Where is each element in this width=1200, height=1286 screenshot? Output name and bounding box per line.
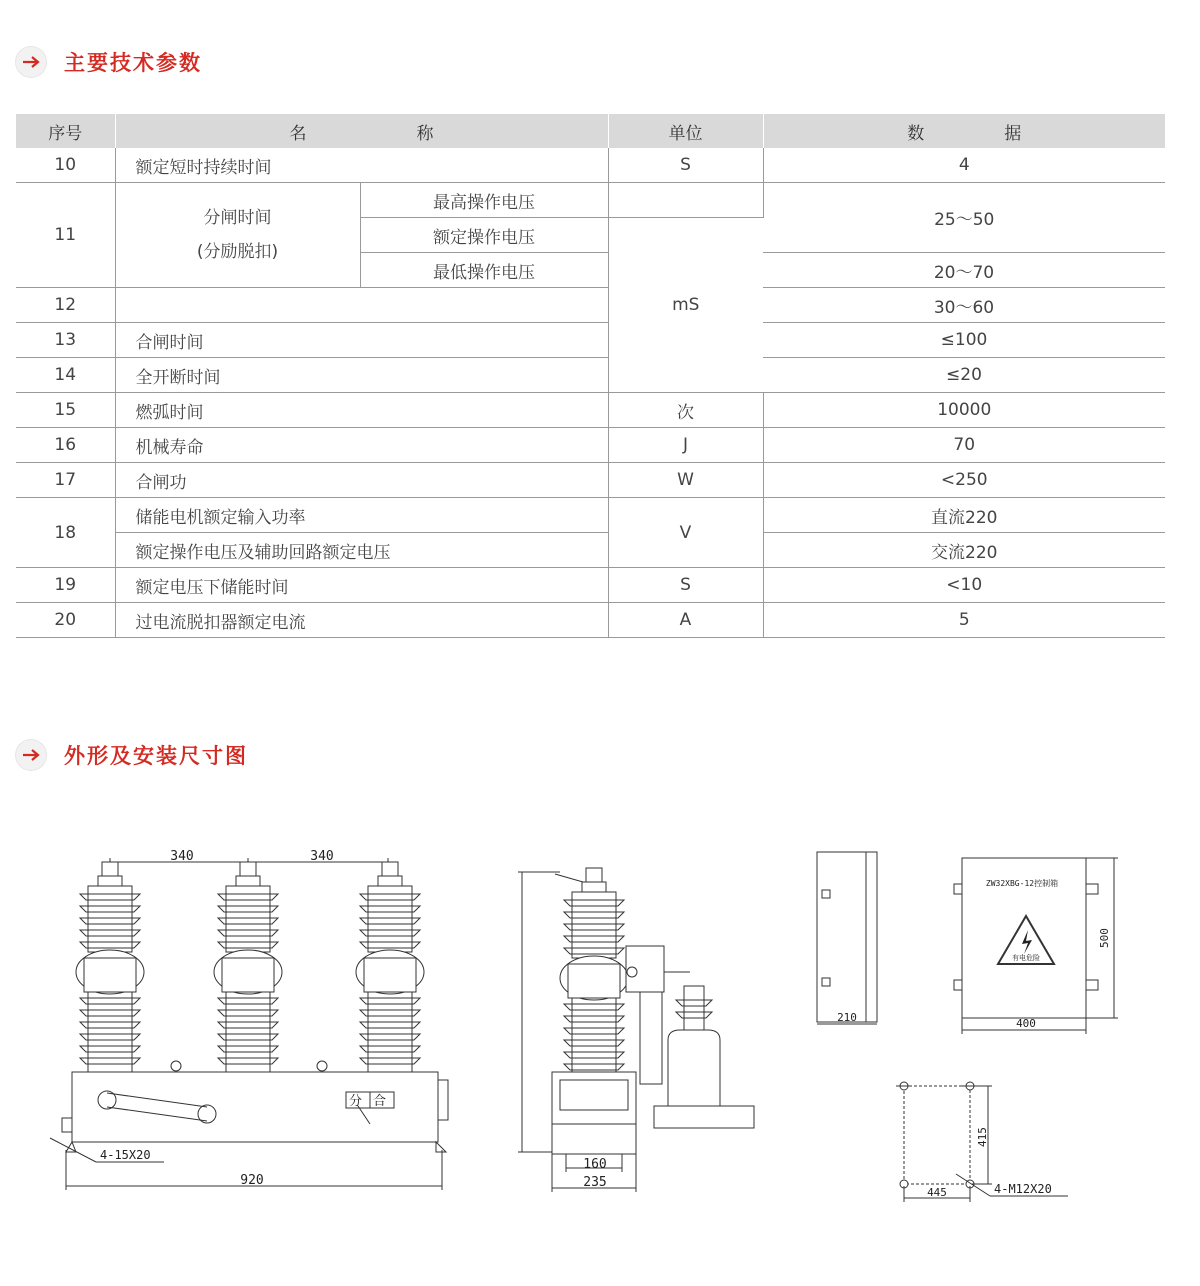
row-name: 燃弧时间 (115, 393, 608, 428)
row-name: 额定电压下储能时间 (115, 568, 608, 603)
specs-title: 主要技术参数 (64, 51, 202, 75)
table-header-row (16, 114, 1165, 148)
front-width-label: 920 (240, 1173, 264, 1188)
drawings-svg (0, 820, 1200, 1220)
control-box-front-drawing (954, 858, 1118, 1034)
spec-table (16, 114, 1165, 638)
table-row (16, 288, 1165, 323)
row-unit: 次 (608, 393, 763, 428)
row-name: 额定操作电压及辅助回路额定电压 (115, 533, 608, 568)
row-name: 合闸功 (115, 463, 608, 498)
warning-text: 有电危险 (1012, 954, 1040, 962)
mount-height: 415 (976, 1127, 989, 1147)
row-no: 17 (16, 463, 115, 498)
row-name: 过电流脱扣器额定电流 (115, 603, 608, 638)
row-no: 14 (16, 358, 115, 393)
side-outer-dim: 235 (583, 1175, 607, 1190)
row-value: 20～70 (763, 253, 1165, 288)
row-subname: 额定操作电压 (360, 218, 608, 253)
table-row (16, 393, 1165, 428)
switch-open-label: 分 (349, 1094, 363, 1109)
row-subname: 最低操作电压 (360, 253, 608, 288)
row-value: 5 (763, 603, 1165, 638)
header-data: 数 据 (763, 114, 1165, 148)
row-subname: 最高操作电压 (360, 183, 608, 218)
row-no: 15 (16, 393, 115, 428)
row-value: 25～50 (763, 183, 1165, 253)
row-no: 12 (16, 288, 115, 323)
row-unit-empty (608, 183, 763, 218)
table-row (16, 603, 1165, 638)
table-row (16, 568, 1165, 603)
row-no: 20 (16, 603, 115, 638)
table-row (16, 183, 1165, 218)
dimension-drawings (0, 820, 1200, 1220)
box-front-height: 500 (1098, 928, 1111, 948)
row-value: <250 (763, 463, 1165, 498)
row-value: 交流220 (763, 533, 1165, 568)
mounting-plan-drawing (896, 1082, 1068, 1202)
row-value: ≤100 (763, 323, 1165, 358)
row-name: 分闸时间 (分励脱扣) (115, 183, 360, 288)
header-seq: 序号 (16, 114, 115, 148)
row-name: 储能电机额定输入功率 (115, 498, 608, 533)
row-unit: V (608, 498, 763, 568)
front-holes-label: 4-15X20 (100, 1148, 151, 1162)
row-no: 19 (16, 568, 115, 603)
table-row (16, 463, 1165, 498)
row-no: 10 (16, 148, 115, 183)
row-unit: W (608, 463, 763, 498)
row-value: 4 (763, 148, 1165, 183)
row-unit: mS (608, 218, 763, 393)
table-row (16, 533, 1165, 568)
row-value: 直流220 (763, 498, 1165, 533)
table-row (16, 498, 1165, 533)
box-front-width: 400 (1016, 1017, 1036, 1030)
dim-pole-spacing-a: 340 (170, 849, 194, 864)
row-value: ≤20 (763, 358, 1165, 393)
row-name (115, 288, 608, 323)
row-no: 11 (16, 183, 115, 288)
switch-close-label: 合 (373, 1094, 387, 1109)
row-name: 机械寿命 (115, 428, 608, 463)
mount-width: 445 (927, 1186, 947, 1199)
box-side-width: 210 (837, 1011, 857, 1024)
table-row (16, 323, 1165, 358)
row-value: 10000 (763, 393, 1165, 428)
row-value: <10 (763, 568, 1165, 603)
box-label: ZW32XBG-12控制箱 (985, 879, 1059, 888)
side-view-drawing (518, 868, 754, 1192)
dimensions-section-heading (16, 740, 248, 770)
row-name: 额定短时持续时间 (115, 148, 608, 183)
row-unit: J (608, 428, 763, 463)
row-name: 全开断时间 (115, 358, 608, 393)
front-view-drawing (50, 849, 448, 1190)
row-no: 13 (16, 323, 115, 358)
table-row (16, 428, 1165, 463)
arrow-right-icon (16, 740, 46, 770)
dim-pole-spacing-b: 340 (310, 849, 334, 864)
row-unit: S (608, 148, 763, 183)
table-row (16, 358, 1165, 393)
table-row (16, 148, 1165, 183)
side-inner-dim: 160 (583, 1157, 607, 1172)
specs-section-heading (16, 47, 202, 77)
header-name: 名 称 (115, 114, 608, 148)
control-box-side-drawing (817, 852, 877, 1024)
row-name: 合闸时间 (115, 323, 608, 358)
header-unit: 单位 (608, 114, 763, 148)
row-value: 70 (763, 428, 1165, 463)
mount-holes-label: 4-M12X20 (994, 1182, 1052, 1196)
row-value: 30～60 (763, 288, 1165, 323)
dimensions-title: 外形及安装尺寸图 (64, 744, 248, 768)
row-unit: S (608, 568, 763, 603)
arrow-right-icon (16, 47, 46, 77)
row-no: 16 (16, 428, 115, 463)
row-no: 18 (16, 498, 115, 568)
row-unit: A (608, 603, 763, 638)
